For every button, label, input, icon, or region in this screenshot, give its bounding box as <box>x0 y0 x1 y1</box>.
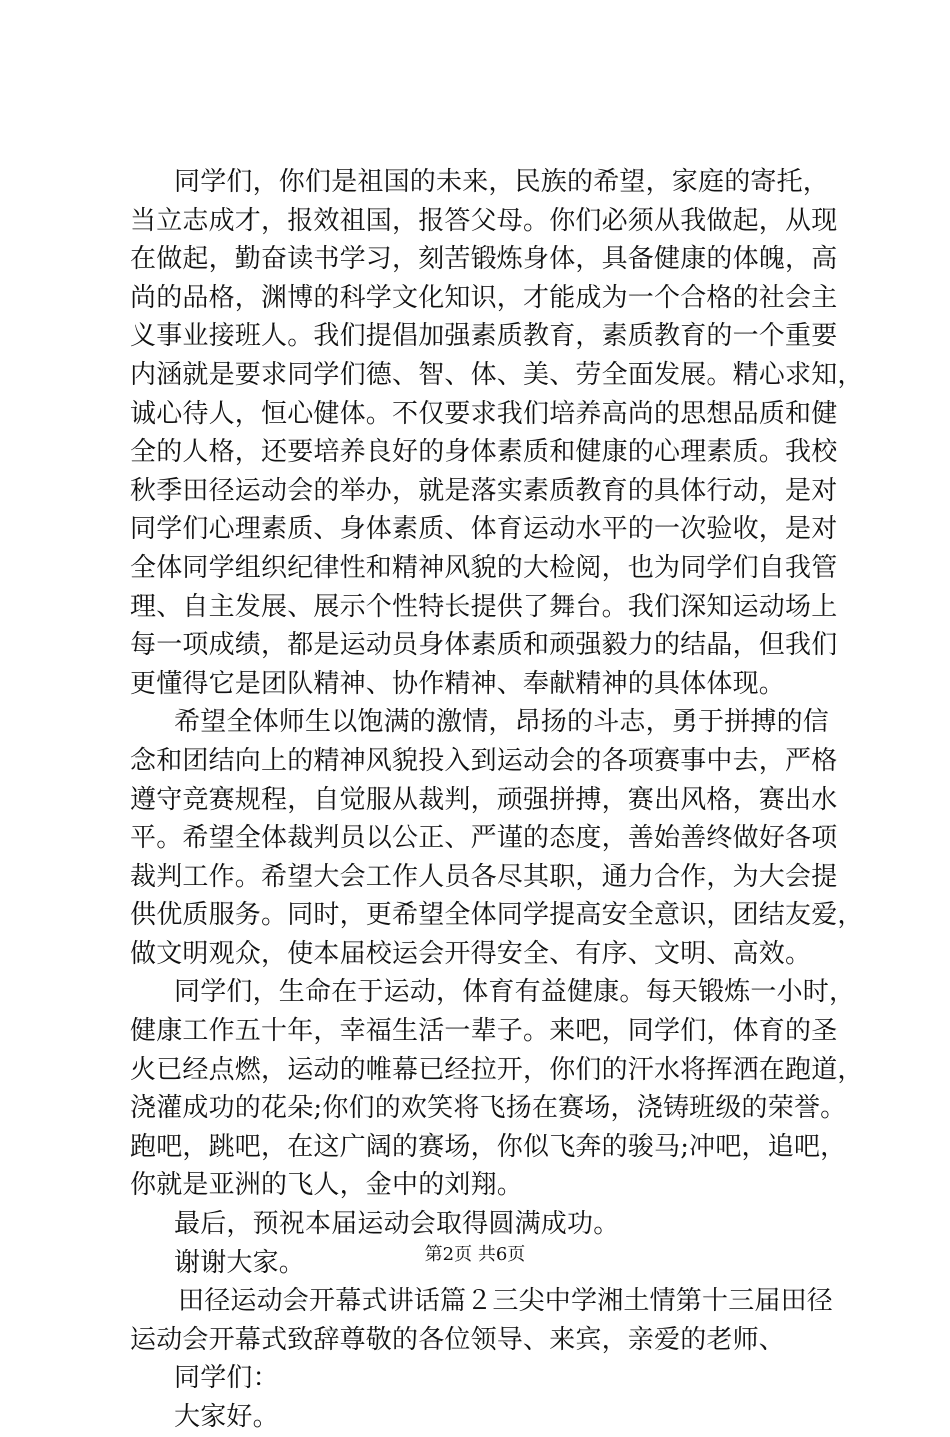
text-line: 谢谢大家。 <box>174 1247 306 1278</box>
text-line: 秋季田径运动会的举办，就是落实素质教育的具体行动，是对 <box>130 475 838 506</box>
text-line: 诚心待人，恒心健体。不仅要求我们培养高尚的思想品质和健 <box>130 398 838 429</box>
text-line: 做文明观众，使本届校运会开得安全、有序、文明、高效。 <box>130 938 812 969</box>
text-line: 念和团结向上的精神风貌投入到运动会的各项赛事中去，严格 <box>130 745 838 776</box>
text-line: 健康工作五十年，幸福生活一辈子。来吧，同学们，体育的圣 <box>130 1016 838 1047</box>
text-line: 同学们心理素质、身体素质、体育运动水平的一次验收，是对 <box>130 514 838 545</box>
text-line: 内涵就是要求同学们德、智、体、美、劳全面发展。精心求知， <box>130 359 864 390</box>
text-line: 田径运动会开幕式讲话篇２三尖中学湘土情第十三届田径 <box>178 1286 834 1317</box>
text-line: 全的人格，还要培养良好的身体素质和健康的心理素质。我校 <box>130 437 838 468</box>
text-line: 遵守竞赛规程，自觉服从裁判，顽强拼搏，赛出风格，赛出水 <box>130 784 838 815</box>
text-line: 跑吧，跳吧，在这广阔的赛场，你似飞奔的骏马;冲吧，追吧， <box>130 1131 847 1162</box>
text-line: 供优质服务。同时，更希望全体同学提高安全意识，团结友爱， <box>130 900 864 931</box>
text-line: 尚的品格，渊博的科学文化知识，才能成为一个合格的社会主 <box>130 282 838 313</box>
text-line: 全体同学组织纪律性和精神风貌的大检阅，也为同学们自我管 <box>130 552 838 583</box>
text-line: 运动会开幕式致辞尊敬的各位领导、来宾，亲爱的老师、 <box>130 1324 786 1355</box>
text-line: 浇灌成功的花朵;你们的欢笑将飞扬在赛场，浇铸班级的荣誉。 <box>130 1093 847 1124</box>
text-line: 在做起，勤奋读书学习，刻苦锻炼身体，具备健康的体魄，高 <box>130 244 838 275</box>
text-line: 理、自主发展、展示个性特长提供了舞台。我们深知运动场上 <box>130 591 838 622</box>
text-line: 义事业接班人。我们提倡加强素质教育，素质教育的一个重要 <box>130 321 838 352</box>
text-line: 最后，预祝本届运动会取得圆满成功。 <box>174 1209 620 1240</box>
text-line: 同学们，生命在于运动，体育有益健康。每天锻炼一小时， <box>174 977 856 1008</box>
text-line: 每一项成绩，都是运动员身体素质和顽强毅力的结晶，但我们 <box>130 630 838 661</box>
text-line: 当立志成才，报效祖国，报答父母。你们必须从我做起，从现 <box>130 205 838 236</box>
text-line: 大家好。 <box>174 1402 279 1432</box>
text-line: 同学们： <box>174 1363 279 1394</box>
text-line: 火已经点燃，运动的帷幕已经拉开，你们的汗水将挥洒在跑道， <box>130 1054 864 1085</box>
text-line: 更懂得它是团队精神、协作精神、奉献精神的具体体现。 <box>130 668 786 699</box>
text-line: 平。希望全体裁判员以公正、严谨的态度，善始善终做好各项 <box>130 823 838 854</box>
text-line: 裁判工作。希望大会工作人员各尽其职，通力合作，为大会提 <box>130 861 838 892</box>
text-line: 同学们，你们是祖国的未来，民族的希望，家庭的寄托， <box>174 167 830 197</box>
text-line: 希望全体师生以饱满的激情，昂扬的斗志，勇于拼搏的信 <box>174 707 830 738</box>
text-line: 你就是亚洲的飞人，金中的刘翔。 <box>130 1170 524 1201</box>
page-number-footer: 第2页 共6页 <box>424 1244 526 1265</box>
